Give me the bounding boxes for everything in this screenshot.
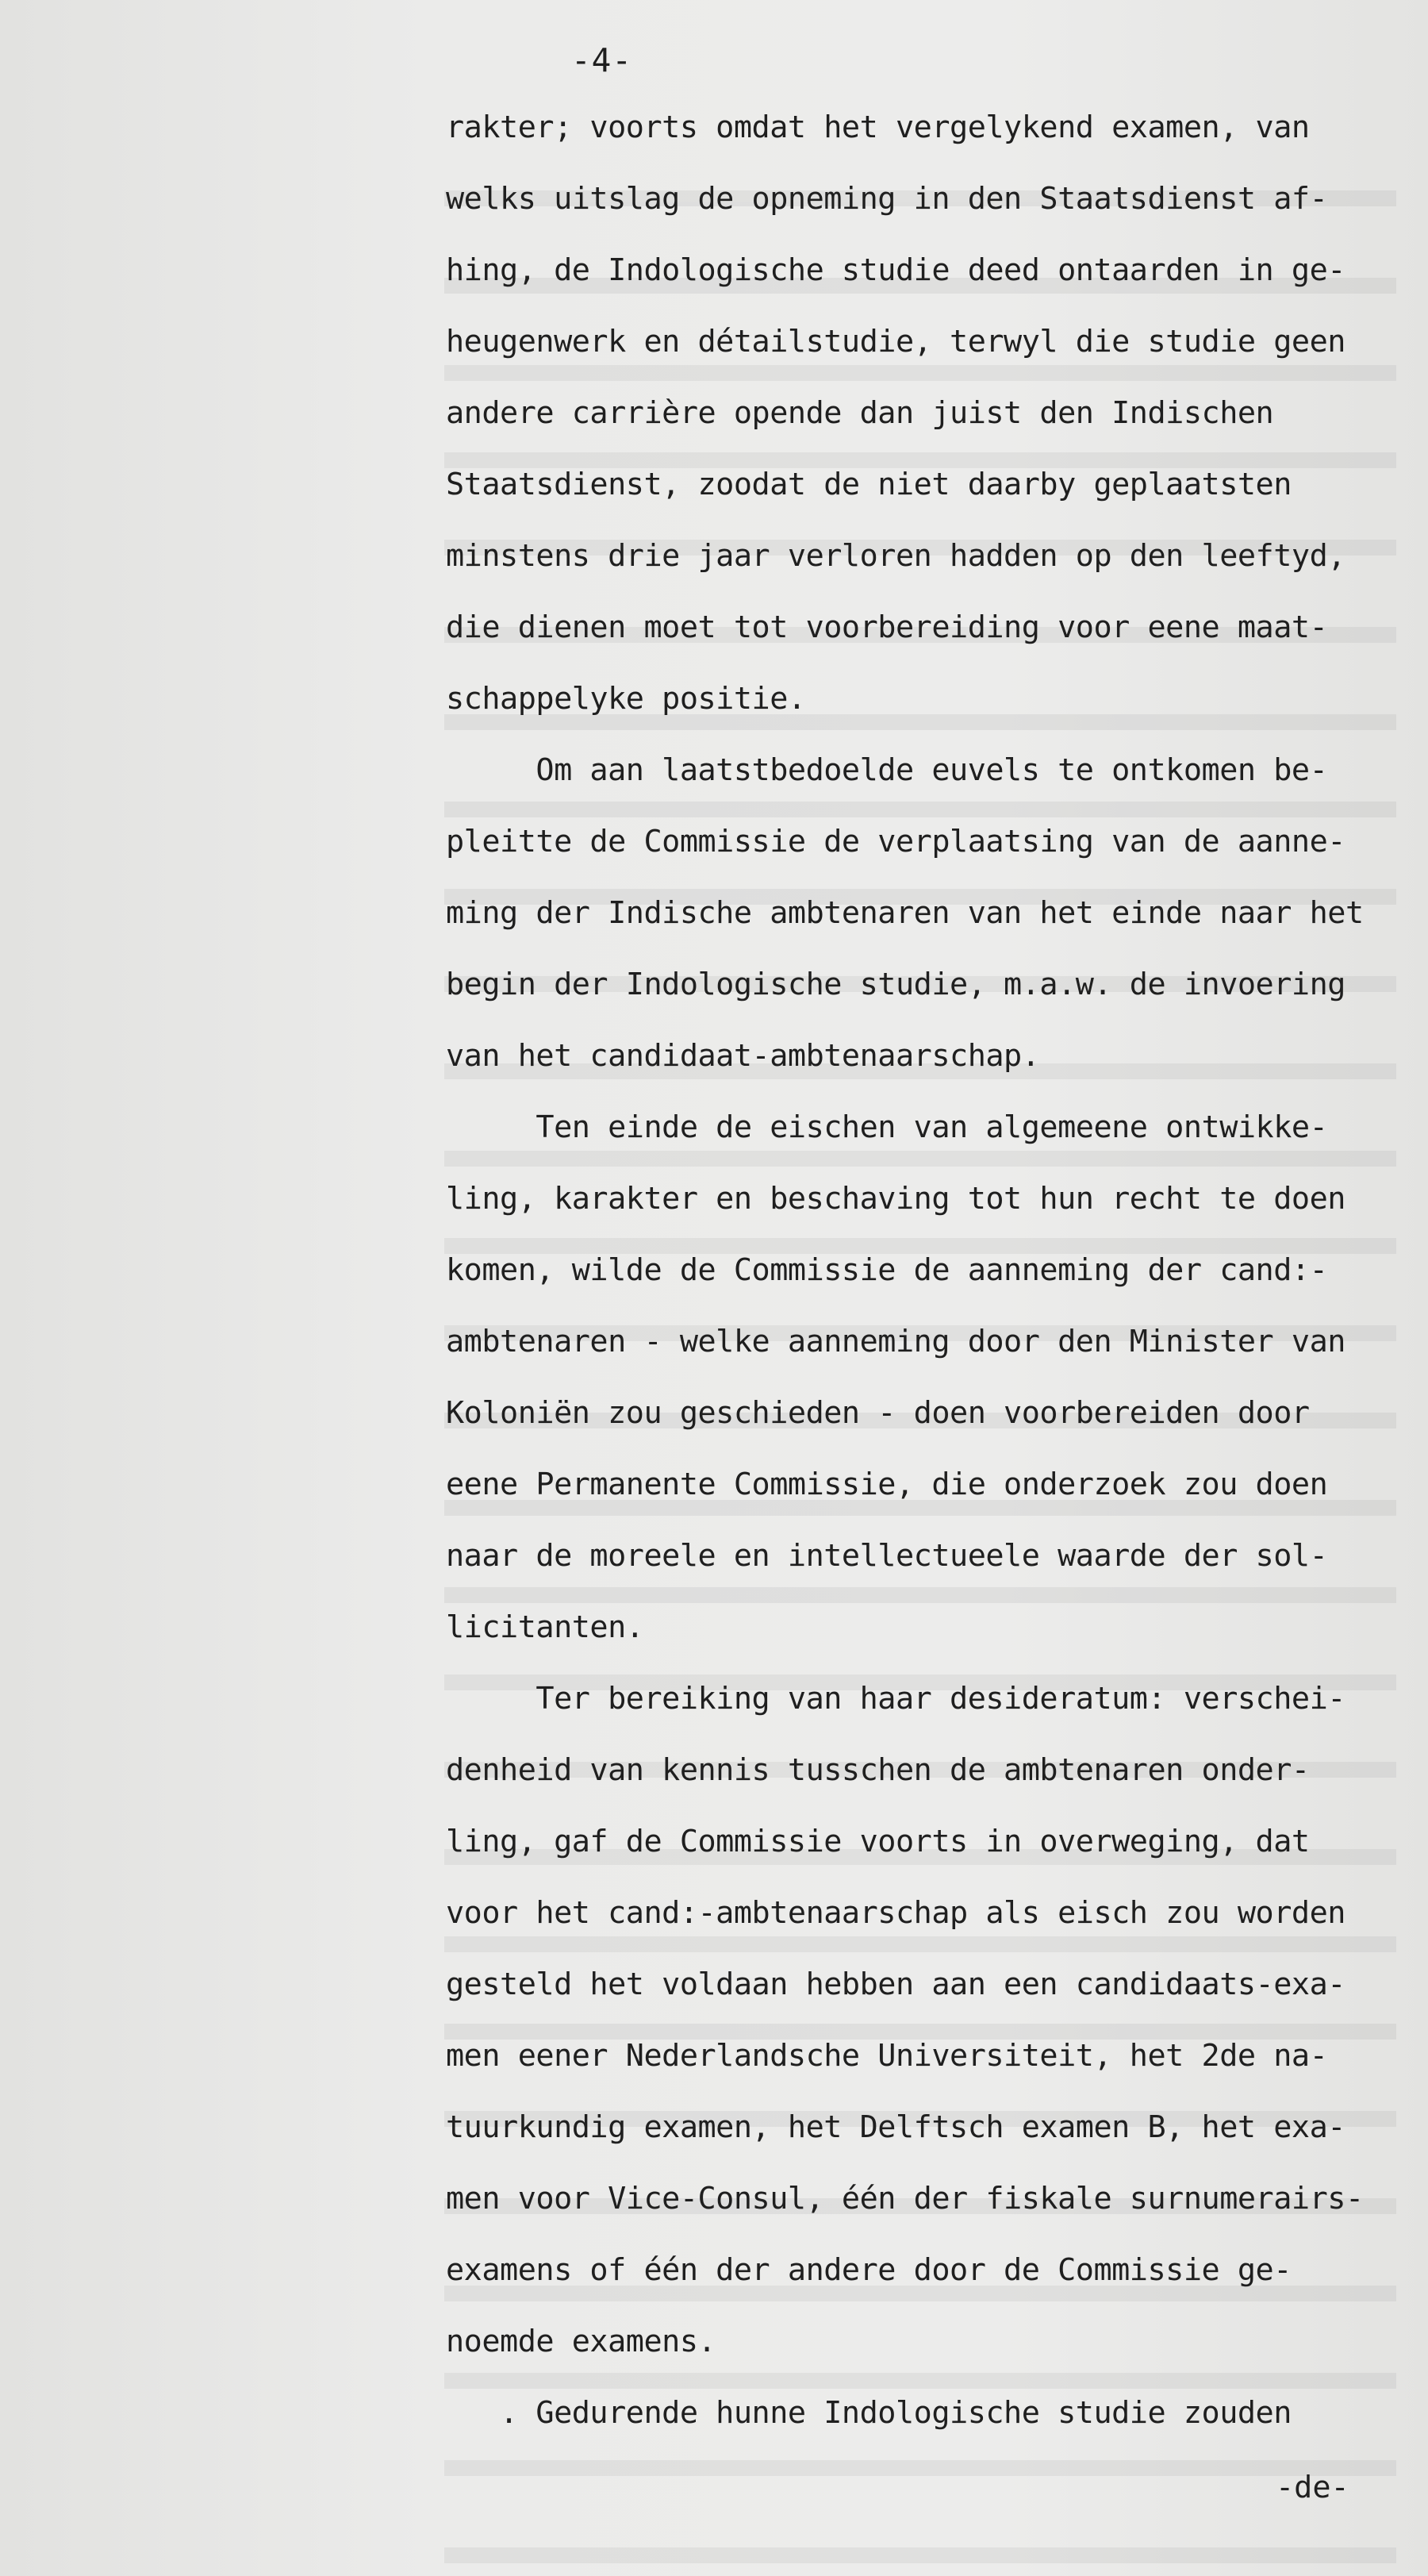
text-line: schappelyke positie. [446,681,806,717]
paragraph-start: Om aan laatstbedoelde euvels te ontkomen be- [446,752,1328,788]
text-line: tuurkundig examen, het Delftsch examen B, het exa- [446,2109,1345,2145]
text-line: denheid van kennis tusschen de ambtenaren onder- [446,1752,1310,1788]
text-line: ling, karakter en beschaving tot hun recht te doen [446,1181,1345,1217]
text-line: examens of één der andere door de Commissie ge- [446,2252,1292,2288]
text-line: Koloniën zou geschieden - doen voorbereiden door [446,1395,1310,1431]
text-line: noemde examens. [446,2324,716,2359]
text-line: ambtenaren - welke aanneming door den Minister van [446,1324,1345,1359]
text-line: Staatsdienst, zoodat de niet daarby geplaatsten [446,467,1292,502]
paragraph-start: . Gedurende hunne Indologische studie zouden [446,2395,1292,2431]
text-line: ling, gaf de Commissie voorts in overweging, dat [446,1824,1310,1859]
text-line: ming der Indische ambtenaren van het einde naar het [446,895,1364,931]
text-line: hing, de Indologische studie deed ontaarden in ge- [446,252,1345,288]
text-line: andere carrière opende dan juist den Indischen [446,395,1274,431]
text-line: heugenwerk en détailstudie, terwyl die studie geen [446,324,1345,359]
text-line: men eener Nederlandsche Universiteit, het 2de na- [446,2038,1328,2074]
text-line: licitanten. [446,1609,644,1645]
text-line: rakter; voorts omdat het vergelykend examen, van [446,110,1310,145]
text-line: eene Permanente Commissie, die onderzoek zou doen [446,1467,1328,1502]
text-line: gesteld het voldaan hebben aan een candidaats-exa- [446,1967,1345,2002]
text-line: men voor Vice-Consul, één der fiskale surnumerairs- [446,2181,1364,2217]
text-line: minstens drie jaar verloren hadden op den leeftyd, [446,538,1345,574]
text-line: welks uitslag de opneming in den Staatsdienst af- [446,181,1328,217]
text-line: die dienen moet tot voorbereiding voor eene maat- [446,609,1328,645]
text-line: van het candidaat-ambtenaarschap. [446,1038,1040,1074]
text-line: begin der Indologische studie, m.a.w. de invoering [446,967,1345,1002]
text-line: pleitte de Commissie de verplaatsing van de aanne- [446,824,1345,859]
paragraph-start: Ten einde de eischen van algemeene ontwikke- [446,1109,1328,1145]
text-line: naar de moreele en intellectueele waarde der sol- [446,1538,1328,1574]
paragraph-start: Ter bereiking van haar desideratum: verschei- [446,1681,1345,1717]
catchword: -de- [1276,2470,1349,2505]
text-line: komen, wilde de Commissie de aanneming der cand:- [446,1252,1328,1288]
text-line: voor het cand:-ambtenaarschap als eisch zou worden [446,1895,1345,1931]
page-number: -4- [571,41,633,79]
